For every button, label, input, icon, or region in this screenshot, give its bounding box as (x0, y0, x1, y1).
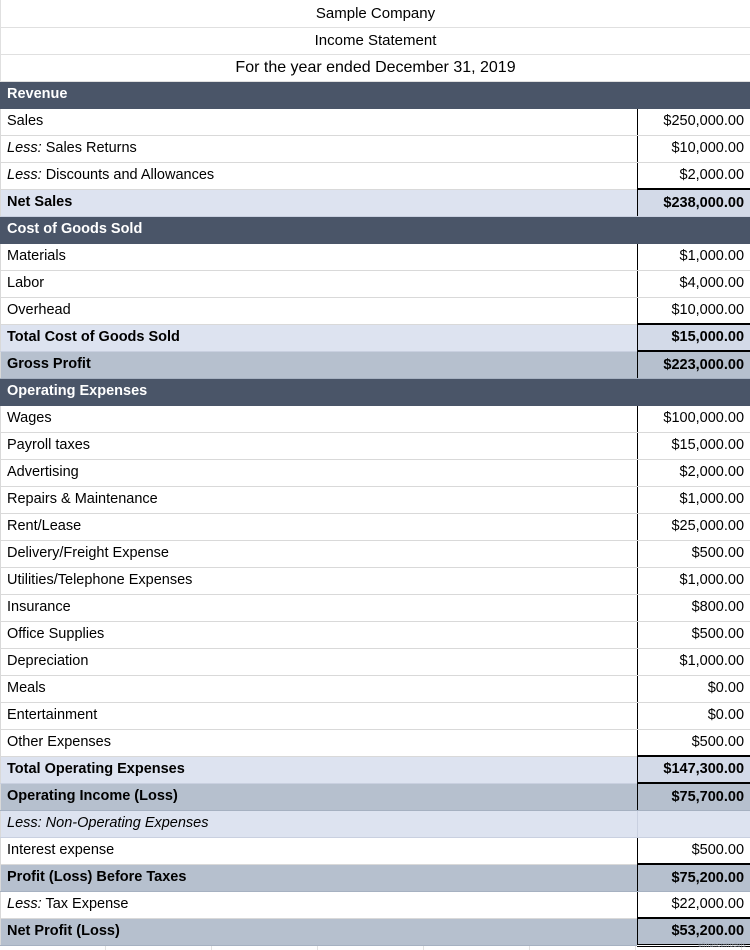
row-label-cell: Materials (1, 243, 638, 270)
statement-row (1, 432, 750, 459)
row-amount-cell: $75,200.00 (638, 864, 750, 891)
row-label-cell: Less: Non-Operating Expenses (1, 810, 638, 837)
row-label-cell: Net Sales (1, 189, 638, 216)
row-amount-cell: $223,000.00 (638, 351, 750, 378)
statement-row (1, 405, 750, 432)
row-amount-cell: $0.00 (638, 675, 750, 702)
statement-row (1, 702, 750, 729)
row-label-cell: Operating Income (Loss) (1, 783, 638, 810)
row-label-cell (1, 891, 638, 918)
statement-row (1, 756, 750, 783)
row-amount-cell: $2,000.00 (638, 162, 750, 189)
statement-row (1, 459, 750, 486)
statement-body (1, 0, 750, 945)
row-amount-cell: $15,000.00 (638, 432, 750, 459)
section-header-row (1, 81, 750, 108)
row-amount-cell: $10,000.00 (638, 135, 750, 162)
statement-row (1, 783, 750, 810)
row-label-cell: Labor (1, 270, 638, 297)
row-amount-cell (638, 810, 750, 837)
row-amount-cell: $1,000.00 (638, 648, 750, 675)
row-amount-cell: $4,000.00 (638, 270, 750, 297)
row-amount-cell: $500.00 (638, 621, 750, 648)
row-amount-cell: $238,000.00 (638, 189, 750, 216)
row-amount-cell: $53,200.00 (638, 918, 750, 945)
statement-row (1, 297, 750, 324)
company-name: Sample Company (1, 0, 750, 27)
row-label-cell: Payroll taxes (1, 432, 638, 459)
row-amount-cell: $25,000.00 (638, 513, 750, 540)
row-label-text: Discounts and Allowances (45, 167, 215, 184)
row-amount-cell: $500.00 (638, 540, 750, 567)
row-label-cell: Delivery/Freight Expense (1, 540, 638, 567)
row-label-cell: Total Cost of Goods Sold (1, 324, 638, 351)
section-header-row (1, 216, 750, 243)
row-label-cell (1, 135, 638, 162)
row-amount-cell: $15,000.00 (638, 324, 750, 351)
statement-row (1, 540, 750, 567)
row-amount-cell: $100,000.00 (638, 405, 750, 432)
row-label-cell: Net Profit (Loss) (1, 918, 638, 945)
row-label-cell: Depreciation (1, 648, 638, 675)
row-label-cell: Meals (1, 675, 638, 702)
row-label-text: Tax Expense (45, 896, 129, 913)
row-label-cell: Total Operating Expenses (1, 756, 638, 783)
statement-row (1, 135, 750, 162)
statement-row (1, 864, 750, 891)
row-label-cell: Cost of Goods Sold (1, 216, 638, 243)
statement-row (1, 648, 750, 675)
statement-row (1, 567, 750, 594)
row-amount-cell: $2,000.00 (638, 459, 750, 486)
row-label-cell: Utilities/Telephone Expenses (1, 567, 638, 594)
row-label-cell (1, 162, 638, 189)
row-label-cell: Insurance (1, 594, 638, 621)
title-row-company (1, 0, 750, 27)
row-label-cell: Office Supplies (1, 621, 638, 648)
row-amount-cell: $22,000.00 (638, 891, 750, 918)
row-label-cell: Repairs & Maintenance (1, 486, 638, 513)
statement-title: Income Statement (1, 27, 750, 54)
row-amount-cell: $1,000.00 (638, 486, 750, 513)
statement-row (1, 675, 750, 702)
row-amount-cell: $1,000.00 (638, 567, 750, 594)
statement-row (1, 810, 750, 837)
row-label-cell: Entertainment (1, 702, 638, 729)
statement-row (1, 324, 750, 351)
row-label-text: Sales Returns (45, 140, 137, 157)
less-prefix: Less: (7, 140, 42, 157)
row-label-cell: Operating Expenses (1, 378, 638, 405)
row-label-cell: Other Expenses (1, 729, 638, 756)
row-label-cell: Profit (Loss) Before Taxes (1, 864, 638, 891)
reporting-period: For the year ended December 31, 2019 (1, 54, 750, 81)
statement-row (1, 621, 750, 648)
row-label-cell: Gross Profit (1, 351, 638, 378)
statement-row (1, 351, 750, 378)
row-label-cell: Revenue (1, 81, 638, 108)
statement-row (1, 162, 750, 189)
less-prefix: Less: (7, 896, 42, 913)
statement-row (1, 837, 750, 864)
watermark: efinancemodels (698, 943, 746, 949)
statement-row (1, 189, 750, 216)
row-amount-cell (638, 216, 750, 243)
row-amount-cell: $1,000.00 (638, 243, 750, 270)
row-amount-cell: $0.00 (638, 702, 750, 729)
statement-row (1, 108, 750, 135)
row-label-cell: Overhead (1, 297, 638, 324)
row-label-cell: Advertising (1, 459, 638, 486)
row-amount-cell: $800.00 (638, 594, 750, 621)
row-label-cell: Wages (1, 405, 638, 432)
row-amount-cell: $250,000.00 (638, 108, 750, 135)
statement-row (1, 513, 750, 540)
row-label-cell: Interest expense (1, 837, 638, 864)
statement-row (1, 486, 750, 513)
statement-row (1, 270, 750, 297)
row-amount-cell: $500.00 (638, 729, 750, 756)
title-row-period (1, 54, 750, 81)
statement-row (1, 594, 750, 621)
title-row-statement (1, 27, 750, 54)
statement-row (1, 243, 750, 270)
row-amount-cell: $10,000.00 (638, 297, 750, 324)
row-amount-cell (638, 378, 750, 405)
statement-row (1, 918, 750, 945)
row-amount-cell: $500.00 (638, 837, 750, 864)
less-prefix: Less: (7, 167, 42, 184)
statement-row (1, 729, 750, 756)
section-header-row (1, 378, 750, 405)
row-amount-cell: $75,700.00 (638, 783, 750, 810)
statement-row (1, 891, 750, 918)
row-amount-cell: $147,300.00 (638, 756, 750, 783)
row-label-cell: Rent/Lease (1, 513, 638, 540)
row-label-cell: Sales (1, 108, 638, 135)
row-amount-cell (638, 81, 750, 108)
